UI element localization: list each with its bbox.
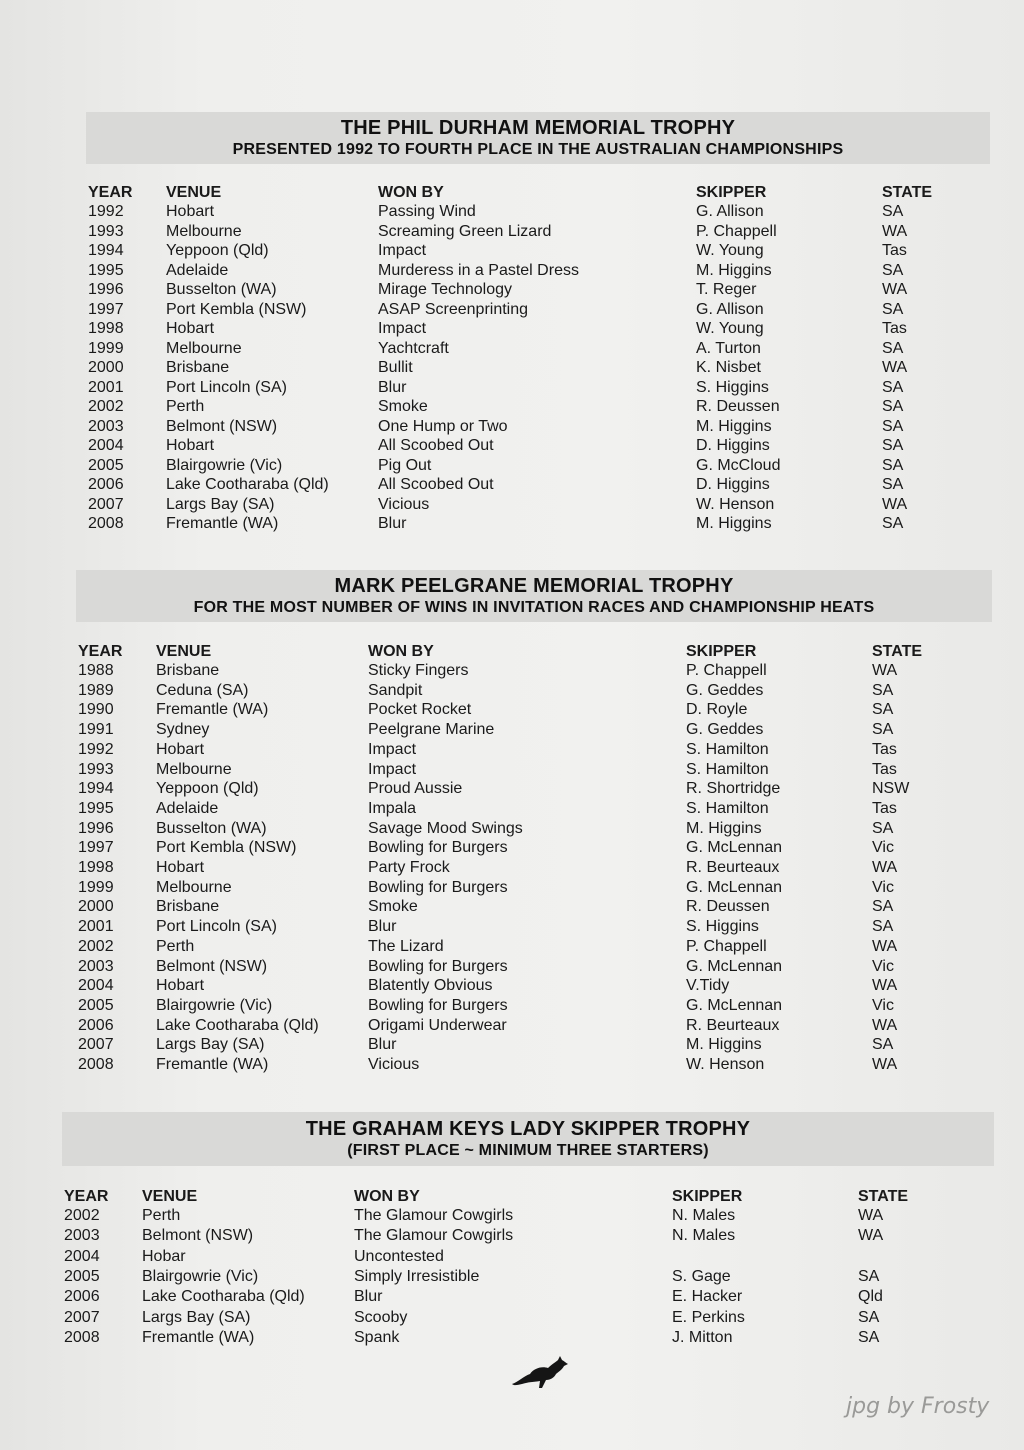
venue-cell: Adelaide <box>166 261 229 279</box>
won-by-cell: Bowling for Burgers <box>368 957 508 975</box>
state-cell: SA <box>882 261 904 279</box>
won-by-cell: Blur <box>368 1036 397 1054</box>
won-by-cell: Mirage Technology <box>378 281 513 298</box>
won-by-cell: Pig Out <box>378 456 432 474</box>
year-cell: 1990 <box>78 701 114 719</box>
won-by-cell: Screaming Green Lizard <box>378 222 552 240</box>
venue-cell: Belmont (NSW) <box>166 417 278 435</box>
skipper-cell: G. McLennan <box>686 957 783 975</box>
venue-cell: Lake Cootharaba (Qld) <box>166 476 329 493</box>
venue-cell: Melbourne <box>156 878 232 896</box>
table-row <box>88 437 988 457</box>
table-row <box>88 301 988 321</box>
won-by-cell: The Glamour Cowgirls <box>354 1207 514 1224</box>
year-cell: 2001 <box>88 378 124 396</box>
venue-cell: Brisbane <box>166 359 230 376</box>
won-by-cell: Vicious <box>378 495 430 513</box>
table-row <box>88 262 988 282</box>
venue-cell: Perth <box>166 398 205 415</box>
state-cell: Vic <box>872 839 894 857</box>
state-cell: SA <box>882 339 904 357</box>
section-title: MARK PEELGRANE MEMORIAL TROPHY <box>334 575 734 597</box>
state-cell: SA <box>882 203 904 220</box>
column-header-won-by: WON BY <box>354 1188 420 1205</box>
venue-cell: Melbourne <box>166 339 242 357</box>
table-row <box>88 281 988 301</box>
section-subtitle: (FIRST PLACE ~ MINIMUM THREE STARTERS) <box>347 1142 709 1159</box>
skipper-cell: G. McLennan <box>686 839 783 857</box>
skipper-cell: S. Hamilton <box>686 799 769 817</box>
skipper-cell: G. Geddes <box>686 721 764 739</box>
venue-cell: Hobart <box>166 320 215 337</box>
won-by-cell: Sandpit <box>368 681 423 699</box>
year-cell: 2002 <box>88 398 124 415</box>
column-header-skipper: SKIPPER <box>686 643 757 660</box>
won-by-cell: Bullit <box>378 359 413 376</box>
table-row <box>78 918 978 938</box>
venue-cell: Yeppoon (Qld) <box>166 242 269 259</box>
year-cell: 1991 <box>78 721 114 739</box>
column-header-state: STATE <box>882 184 933 201</box>
state-cell: Tas <box>882 320 907 337</box>
state-cell: SA <box>882 398 904 415</box>
state-cell: SA <box>872 701 894 719</box>
skipper-cell: G. Allison <box>696 203 764 220</box>
state-cell: WA <box>858 1207 884 1224</box>
year-cell: 2008 <box>64 1328 100 1346</box>
state-cell: WA <box>858 1227 884 1245</box>
table-row <box>88 515 988 535</box>
table-row <box>78 741 978 761</box>
year-cell: 1992 <box>78 740 114 758</box>
skipper-cell: R. Beurteaux <box>686 859 780 876</box>
table-row <box>78 879 978 899</box>
skipper-cell: D. Higgins <box>696 476 770 493</box>
state-cell: Vic <box>872 878 894 896</box>
year-cell: 1988 <box>78 662 114 679</box>
venue-cell: Perth <box>156 937 195 955</box>
table-row <box>78 800 978 820</box>
venue-cell: Perth <box>142 1207 181 1224</box>
table-row <box>78 958 978 978</box>
venue-cell: Port Kembla (NSW) <box>166 300 307 318</box>
won-by-cell: Impact <box>378 320 427 337</box>
state-cell: Tas <box>872 799 897 817</box>
won-by-cell: Impact <box>368 760 417 778</box>
venue-cell: Hobart <box>156 977 205 995</box>
state-cell: Tas <box>872 760 897 778</box>
venue-cell: Yeppoon (Qld) <box>156 780 259 798</box>
venue-cell: Hobart <box>166 203 215 220</box>
won-by-cell: All Scoobed Out <box>378 437 494 454</box>
skipper-cell: P. Chappell <box>696 222 777 240</box>
year-cell: 2005 <box>64 1267 100 1285</box>
year-cell: 2003 <box>78 957 114 975</box>
venue-cell: Belmont (NSW) <box>156 957 268 975</box>
banner-mark-peelgrane <box>76 570 992 622</box>
column-header-won-by: WON BY <box>368 643 434 660</box>
won-by-cell: Scooby <box>354 1308 408 1326</box>
state-cell: SA <box>872 819 894 837</box>
venue-cell: Hobart <box>156 740 205 758</box>
table-row <box>64 1329 964 1349</box>
won-by-cell: Bowling for Burgers <box>368 996 508 1014</box>
table-header <box>88 184 988 204</box>
skipper-cell: S. Hamilton <box>686 740 769 758</box>
skipper-cell: W. Henson <box>686 1056 765 1073</box>
year-cell: 2003 <box>88 417 124 435</box>
venue-cell: Melbourne <box>166 222 242 240</box>
won-by-cell: The Lizard <box>368 937 444 955</box>
state-cell: Vic <box>872 996 894 1014</box>
column-header-year: YEAR <box>64 1188 109 1205</box>
won-by-cell: Passing Wind <box>378 203 476 220</box>
skipper-cell: K. Nisbet <box>696 359 761 376</box>
won-by-cell: Uncontested <box>354 1247 444 1265</box>
table-row <box>88 496 988 516</box>
year-cell: 2007 <box>88 495 124 513</box>
state-cell: SA <box>882 456 904 474</box>
table-row <box>88 340 988 360</box>
state-cell: SA <box>882 515 904 532</box>
skipper-cell: R. Deussen <box>696 398 780 415</box>
table-row <box>78 977 978 997</box>
column-header-year: YEAR <box>88 184 133 201</box>
skipper-cell: G. McCloud <box>696 456 781 474</box>
year-cell: 1997 <box>88 300 124 318</box>
year-cell: 2003 <box>64 1227 100 1245</box>
table-row <box>78 938 978 958</box>
year-cell: 2008 <box>88 515 124 532</box>
venue-cell: Melbourne <box>156 760 232 778</box>
year-cell: 1996 <box>88 281 124 298</box>
state-cell: SA <box>882 476 904 493</box>
won-by-cell: Simply Irresistible <box>354 1267 480 1285</box>
year-cell: 1989 <box>78 681 114 699</box>
table-row <box>78 839 978 859</box>
state-cell: SA <box>858 1328 880 1346</box>
year-cell: 1992 <box>88 203 124 220</box>
table-header <box>64 1188 964 1208</box>
year-cell: 2007 <box>64 1308 100 1326</box>
skipper-cell: S. Higgins <box>686 918 759 936</box>
won-by-cell: Blur <box>368 918 397 936</box>
state-cell: SA <box>872 721 894 739</box>
table-row <box>88 476 988 496</box>
won-by-cell: Savage Mood Swings <box>368 819 523 837</box>
column-header-venue: VENUE <box>156 643 212 660</box>
table-row <box>64 1268 964 1288</box>
year-cell: 1995 <box>88 261 124 279</box>
table-row <box>78 1056 978 1076</box>
won-by-cell: Blur <box>354 1288 383 1306</box>
won-by-cell: Sticky Fingers <box>368 662 469 679</box>
table-row <box>64 1309 964 1329</box>
skipper-cell: W. Henson <box>696 495 775 513</box>
state-cell: NSW <box>872 780 910 798</box>
year-cell: 2006 <box>88 476 124 493</box>
skipper-cell: G. McLennan <box>686 996 783 1014</box>
won-by-cell: Smoke <box>368 898 418 916</box>
won-by-cell: All Scoobed Out <box>378 476 494 493</box>
state-cell: SA <box>858 1267 880 1285</box>
venue-cell: Busselton (WA) <box>166 281 277 298</box>
venue-cell: Hobart <box>166 437 215 454</box>
year-cell: 2004 <box>88 437 124 454</box>
skipper-cell: M. Higgins <box>686 1036 762 1054</box>
skipper-cell: S. Gage <box>672 1267 731 1285</box>
column-header-year: YEAR <box>78 643 123 660</box>
year-cell: 2000 <box>88 359 124 376</box>
venue-cell: Hobart <box>156 859 205 876</box>
state-cell: WA <box>882 359 908 376</box>
skipper-cell: W. Young <box>696 242 764 259</box>
won-by-cell: Origami Underwear <box>368 1016 507 1034</box>
table-row <box>64 1288 964 1308</box>
skipper-cell: V.Tidy <box>686 977 730 995</box>
skipper-cell: M. Higgins <box>696 417 772 435</box>
skipper-cell: R. Beurteaux <box>686 1016 780 1034</box>
won-by-cell: Impala <box>368 799 417 817</box>
table-row <box>88 320 988 340</box>
state-cell: SA <box>872 681 894 699</box>
table-row <box>78 820 978 840</box>
state-cell: Tas <box>872 740 897 758</box>
skipper-cell: E. Perkins <box>672 1308 745 1326</box>
venue-cell: Brisbane <box>156 662 220 679</box>
skipper-cell: P. Chappell <box>686 662 767 679</box>
state-cell: SA <box>882 417 904 435</box>
venue-cell: Lake Cootharaba (Qld) <box>156 1016 319 1034</box>
skipper-cell: A. Turton <box>696 339 761 357</box>
table-row <box>64 1248 964 1268</box>
table-row <box>78 997 978 1017</box>
table-row <box>78 859 978 879</box>
venue-cell: Ceduna (SA) <box>156 681 249 699</box>
won-by-cell: Peelgrane Marine <box>368 721 495 739</box>
venue-cell: Largs Bay (SA) <box>156 1036 265 1054</box>
skipper-cell: T. Reger <box>696 281 757 298</box>
venue-cell: Largs Bay (SA) <box>142 1308 251 1326</box>
won-by-cell: Bowling for Burgers <box>368 878 508 896</box>
state-cell: WA <box>882 495 908 513</box>
year-cell: 2005 <box>78 996 114 1014</box>
skipper-cell: G. McLennan <box>686 878 783 896</box>
skipper-cell: N. Males <box>672 1207 736 1224</box>
table-row <box>78 780 978 800</box>
skipper-cell: S. Hamilton <box>686 760 769 778</box>
skipper-cell: E. Hacker <box>672 1288 743 1306</box>
column-header-skipper: SKIPPER <box>672 1188 743 1205</box>
banner-phil-durham <box>86 112 990 164</box>
venue-cell: Fremantle (WA) <box>156 701 269 719</box>
year-cell: 1995 <box>78 799 114 817</box>
won-by-cell: Vicious <box>368 1056 420 1073</box>
skipper-cell: G. Geddes <box>686 681 764 699</box>
venue-cell: Blairgowrie (Vic) <box>142 1267 259 1285</box>
won-by-cell: Murderess in a Pastel Dress <box>378 261 579 279</box>
won-by-cell: Pocket Rocket <box>368 701 472 719</box>
table-header <box>78 643 978 663</box>
won-by-cell: Impact <box>368 740 417 758</box>
table-row <box>64 1227 964 1247</box>
venue-cell: Lake Cootharaba (Qld) <box>142 1288 305 1306</box>
year-cell: 1997 <box>78 839 114 857</box>
year-cell: 2006 <box>78 1016 114 1034</box>
state-cell: WA <box>882 222 908 240</box>
table-row <box>78 1017 978 1037</box>
won-by-cell: Impact <box>378 242 427 259</box>
year-cell: 1998 <box>88 320 124 337</box>
state-cell: SA <box>872 1036 894 1054</box>
state-cell: SA <box>872 898 894 916</box>
column-header-state: STATE <box>872 643 923 660</box>
state-cell: WA <box>872 859 898 876</box>
venue-cell: Hobar <box>142 1247 186 1265</box>
kangaroo-icon <box>508 1354 572 1390</box>
table-row <box>88 398 988 418</box>
state-cell: SA <box>872 918 894 936</box>
state-cell: WA <box>872 1056 898 1073</box>
year-cell: 1999 <box>88 339 124 357</box>
state-cell: Qld <box>858 1288 883 1306</box>
venue-cell: Port Lincoln (SA) <box>156 918 277 936</box>
year-cell: 1993 <box>88 222 124 240</box>
state-cell: Tas <box>882 242 907 259</box>
skipper-cell: W. Young <box>696 320 764 337</box>
table-row <box>64 1207 964 1227</box>
won-by-cell: Blur <box>378 378 407 396</box>
photo-credit: jpg by Frosty <box>846 1394 990 1419</box>
banner-graham-keys <box>62 1112 994 1166</box>
table-row <box>78 898 978 918</box>
skipper-cell: M. Higgins <box>686 819 762 837</box>
state-cell: WA <box>882 281 908 298</box>
state-cell: WA <box>872 662 898 679</box>
skipper-cell: D. Royle <box>686 701 748 719</box>
skipper-cell: M. Higgins <box>696 261 772 279</box>
table-row <box>78 721 978 741</box>
year-cell: 1994 <box>78 780 114 798</box>
table-row <box>88 223 988 243</box>
year-cell: 1994 <box>88 242 124 259</box>
venue-cell: Largs Bay (SA) <box>166 495 275 513</box>
table-row <box>78 682 978 702</box>
section-subtitle: FOR THE MOST NUMBER OF WINS IN INVITATION RACES AND CHAMPIONSHIP HEATS <box>193 599 875 616</box>
venue-cell: Fremantle (WA) <box>166 515 279 532</box>
state-cell: Vic <box>872 957 894 975</box>
table-row <box>78 701 978 721</box>
column-header-venue: VENUE <box>166 184 222 201</box>
year-cell: 1998 <box>78 859 114 876</box>
won-by-cell: Proud Aussie <box>368 780 463 798</box>
year-cell: 2006 <box>64 1288 100 1306</box>
table-row <box>78 761 978 781</box>
won-by-cell: One Hump or Two <box>378 417 508 435</box>
won-by-cell: Party Frock <box>368 859 450 876</box>
year-cell: 2008 <box>78 1056 114 1073</box>
column-header-skipper: SKIPPER <box>696 184 767 201</box>
table-row <box>88 359 988 379</box>
column-header-won-by: WON BY <box>378 184 444 201</box>
year-cell: 1999 <box>78 878 114 896</box>
year-cell: 2000 <box>78 898 114 916</box>
state-cell: SA <box>882 300 904 318</box>
year-cell: 1993 <box>78 760 114 778</box>
skipper-cell: R. Deussen <box>686 898 770 916</box>
state-cell: WA <box>872 1016 898 1034</box>
venue-cell: Blairgowrie (Vic) <box>166 456 283 474</box>
skipper-cell: D. Higgins <box>696 437 770 454</box>
table-row <box>88 242 988 262</box>
table-row <box>78 662 978 682</box>
year-cell: 2002 <box>78 937 114 955</box>
state-cell: SA <box>882 437 904 454</box>
venue-cell: Belmont (NSW) <box>142 1227 254 1245</box>
year-cell: 2004 <box>78 977 114 995</box>
won-by-cell: The Glamour Cowgirls <box>354 1227 514 1245</box>
won-by-cell: ASAP Screenprinting <box>378 300 529 318</box>
table-row <box>88 203 988 223</box>
year-cell: 2007 <box>78 1036 114 1054</box>
won-by-cell: Blur <box>378 515 407 532</box>
venue-cell: Adelaide <box>156 799 219 817</box>
won-by-cell: Smoke <box>378 398 428 415</box>
skipper-cell: P. Chappell <box>686 937 767 955</box>
skipper-cell: S. Higgins <box>696 378 769 396</box>
venue-cell: Blairgowrie (Vic) <box>156 996 273 1014</box>
state-cell: WA <box>872 937 898 955</box>
venue-cell: Fremantle (WA) <box>156 1056 269 1073</box>
venue-cell: Port Kembla (NSW) <box>156 839 297 857</box>
state-cell: SA <box>858 1308 880 1326</box>
section-subtitle: PRESENTED 1992 TO FOURTH PLACE IN THE AUSTRALIAN CHAMPIONSHIPS <box>232 141 844 158</box>
column-header-state: STATE <box>858 1188 909 1205</box>
venue-cell: Fremantle (WA) <box>142 1328 255 1346</box>
won-by-cell: Blatently Obvious <box>368 977 493 995</box>
year-cell: 1996 <box>78 819 114 837</box>
won-by-cell: Bowling for Burgers <box>368 839 508 857</box>
skipper-cell: R. Shortridge <box>686 780 781 798</box>
section-title: THE PHIL DURHAM MEMORIAL TROPHY <box>340 117 736 139</box>
year-cell: 2005 <box>88 456 124 474</box>
won-by-cell: Yachtcraft <box>378 339 449 357</box>
venue-cell: Brisbane <box>156 898 220 916</box>
venue-cell: Busselton (WA) <box>156 819 267 837</box>
state-cell: WA <box>872 977 898 995</box>
table-row <box>88 457 988 477</box>
venue-cell: Port Lincoln (SA) <box>166 378 287 396</box>
table-row <box>88 418 988 438</box>
table-row <box>88 379 988 399</box>
year-cell: 2002 <box>64 1207 100 1224</box>
venue-cell: Sydney <box>156 721 210 739</box>
year-cell: 2004 <box>64 1247 100 1265</box>
skipper-cell: N. Males <box>672 1227 736 1245</box>
skipper-cell: G. Allison <box>696 300 764 318</box>
table-row <box>78 1036 978 1056</box>
section-title: THE GRAHAM KEYS LADY SKIPPER TROPHY <box>305 1118 751 1140</box>
column-header-venue: VENUE <box>142 1188 198 1205</box>
skipper-cell: J. Mitton <box>672 1328 733 1346</box>
skipper-cell: M. Higgins <box>696 515 772 532</box>
won-by-cell: Spank <box>354 1328 400 1346</box>
state-cell: SA <box>882 378 904 396</box>
year-cell: 2001 <box>78 918 114 936</box>
